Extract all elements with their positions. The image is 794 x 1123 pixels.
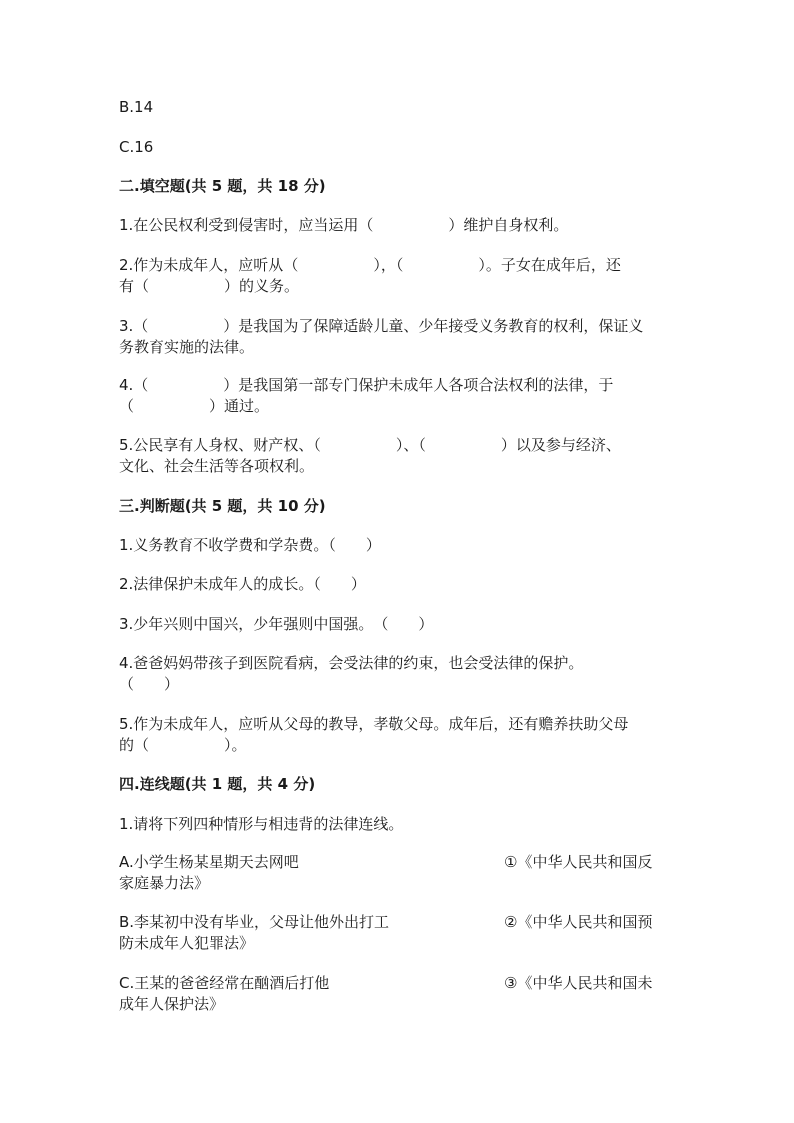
match-b-left: B.李某初中没有毕业，父母让他外出打工: [119, 913, 390, 931]
match-b-right: ②《中华人民共和国预: [504, 913, 653, 931]
fill-q1: 1.在公民权利受到侵害时，应当运用（ ）维护自身权利。: [119, 216, 569, 234]
fill-q3-line1: 3.（ ）是我国为了保障适龄儿童、少年接受义务教育的权利，保证义: [119, 317, 644, 335]
option-c: C.16: [119, 138, 154, 156]
section-3-heading: 三.判断题(共 5 题，共 10 分): [119, 497, 326, 515]
match-a-left: A.小学生杨某星期天去网吧: [119, 853, 299, 871]
fill-q4-line1: 4.（ ）是我国第一部专门保护未成年人各项合法权利的法律，于: [119, 376, 614, 394]
judge-q2: 2.法律保护未成年人的成长。（ ）: [119, 575, 366, 593]
match-a-right: ①《中华人民共和国反: [504, 853, 653, 871]
match-c-left: C.王某的爸爸经常在酗酒后打他: [119, 974, 330, 992]
fill-q5-line1: 5.公民享有人身权、财产权、（ ）、（ ）以及参与经济、: [119, 436, 621, 454]
option-b: B.14: [119, 98, 154, 116]
judge-q4-line1: 4.爸爸妈妈带孩子到医院看病，会受法律的约束，也会受法律的保护。: [119, 654, 584, 672]
section-4-heading: 四.连线题(共 1 题，共 4 分): [119, 775, 316, 793]
fill-q5-line2: 文化、社会生活等各项权利。: [119, 457, 315, 475]
judge-q3: 3.少年兴则中国兴，少年强则中国强。 （ ）: [119, 615, 434, 633]
match-c-cont: 成年人保护法》: [119, 995, 225, 1013]
judge-q1: 1.义务教育不收学费和学杂费。（ ）: [119, 536, 381, 554]
match-a-cont: 家庭暴力法》: [119, 874, 210, 892]
match-b-cont: 防未成年人犯罪法》: [119, 934, 255, 952]
match-c-right: ③《中华人民共和国未: [504, 974, 653, 992]
fill-q2-line2: 有（ ）的义务。: [119, 277, 300, 295]
section-2-heading: 二.填空题(共 5 题，共 18 分): [119, 177, 326, 195]
fill-q2-line1: 2.作为未成年人，应听从（ ），（ ）。子女在成年后，还: [119, 256, 621, 274]
match-q1: 1.请将下列四种情形与相违背的法律连线。: [119, 815, 404, 833]
fill-q4-line2: （ ）通过。: [119, 397, 270, 415]
judge-q5-line1: 5.作为未成年人，应听从父母的教导，孝敬父母。成年后，还有赡养扶助父母: [119, 715, 629, 733]
judge-q5-line2: 的（ ）。: [119, 736, 247, 754]
judge-q4-line2: （ ）: [119, 675, 180, 693]
fill-q3-line2: 务教育实施的法律。: [119, 338, 255, 356]
